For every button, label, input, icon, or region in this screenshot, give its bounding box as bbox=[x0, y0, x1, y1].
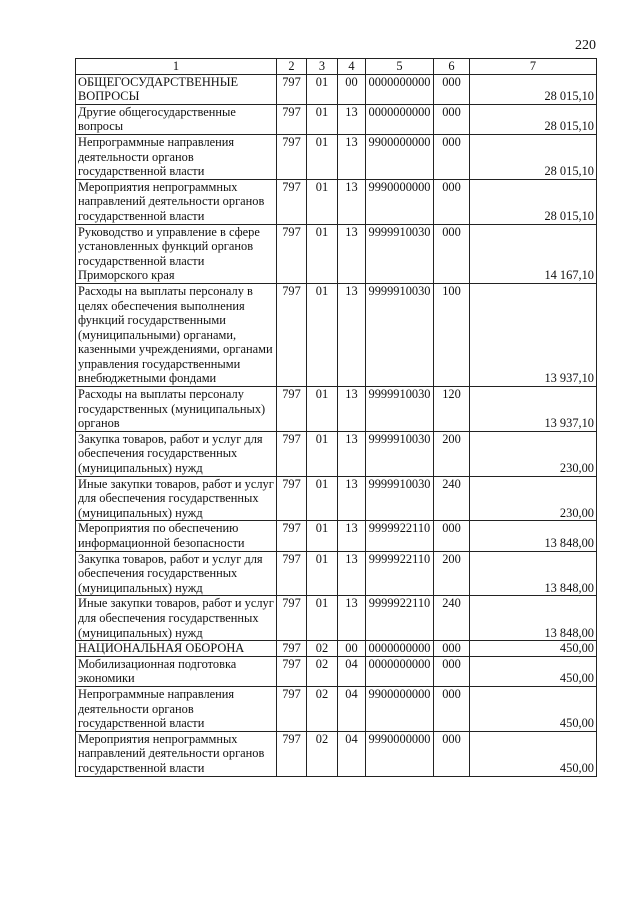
row-expense-cell: 000 bbox=[434, 179, 470, 224]
row-code-cell: 797 bbox=[277, 551, 307, 596]
row-expense-cell: 120 bbox=[434, 387, 470, 432]
row-name-cell: НАЦИОНАЛЬНАЯ ОБОРОНА bbox=[76, 641, 277, 657]
row-amount-cell: 13 848,00 bbox=[470, 551, 597, 596]
row-section-cell: 01 bbox=[307, 283, 338, 386]
column-header: 2 bbox=[277, 59, 307, 75]
row-subsection-cell: 04 bbox=[338, 731, 366, 776]
row-amount-cell: 28 015,10 bbox=[470, 134, 597, 179]
column-header: 4 bbox=[338, 59, 366, 75]
row-subsection-cell: 13 bbox=[338, 431, 366, 476]
row-name-cell: Другие общегосударственные вопросы bbox=[76, 104, 277, 134]
row-amount-cell: 450,00 bbox=[470, 641, 597, 657]
row-amount-cell: 28 015,10 bbox=[470, 179, 597, 224]
row-code-cell: 797 bbox=[277, 387, 307, 432]
row-code-cell: 797 bbox=[277, 731, 307, 776]
row-code-cell: 797 bbox=[277, 283, 307, 386]
row-expense-cell: 000 bbox=[434, 74, 470, 104]
row-target-cell: 9900000000 bbox=[366, 134, 434, 179]
row-name-cell: Мобилизационная подготовка экономики bbox=[76, 656, 277, 686]
row-code-cell: 797 bbox=[277, 179, 307, 224]
row-target-cell: 9999922110 bbox=[366, 521, 434, 551]
row-section-cell: 01 bbox=[307, 134, 338, 179]
row-target-cell: 9999910030 bbox=[366, 476, 434, 521]
row-expense-cell: 000 bbox=[434, 731, 470, 776]
row-section-cell: 01 bbox=[307, 476, 338, 521]
row-amount-cell: 28 015,10 bbox=[470, 74, 597, 104]
column-header: 7 bbox=[470, 59, 597, 75]
row-subsection-cell: 13 bbox=[338, 134, 366, 179]
row-subsection-cell: 13 bbox=[338, 179, 366, 224]
row-subsection-cell: 13 bbox=[338, 283, 366, 386]
row-subsection-cell: 04 bbox=[338, 656, 366, 686]
row-amount-cell: 28 015,10 bbox=[470, 104, 597, 134]
table-row bbox=[76, 596, 597, 641]
row-code-cell: 797 bbox=[277, 641, 307, 657]
row-expense-cell: 000 bbox=[434, 134, 470, 179]
row-target-cell: 0000000000 bbox=[366, 641, 434, 657]
row-expense-cell: 000 bbox=[434, 521, 470, 551]
row-target-cell: 9999922110 bbox=[366, 551, 434, 596]
row-code-cell: 797 bbox=[277, 74, 307, 104]
page-number: 220 bbox=[575, 38, 596, 53]
row-name-cell: Непрограммные направления деятельности органов государственной власти bbox=[76, 686, 277, 731]
row-section-cell: 02 bbox=[307, 656, 338, 686]
table-row bbox=[76, 551, 597, 596]
table-row bbox=[76, 686, 597, 731]
row-amount-cell: 230,00 bbox=[470, 476, 597, 521]
row-section-cell: 01 bbox=[307, 104, 338, 134]
row-section-cell: 01 bbox=[307, 387, 338, 432]
row-target-cell: 9999910030 bbox=[366, 431, 434, 476]
table-row bbox=[76, 641, 597, 657]
row-subsection-cell: 00 bbox=[338, 74, 366, 104]
row-subsection-cell: 13 bbox=[338, 476, 366, 521]
row-section-cell: 01 bbox=[307, 596, 338, 641]
table-row bbox=[76, 387, 597, 432]
row-target-cell: 0000000000 bbox=[366, 74, 434, 104]
row-section-cell: 01 bbox=[307, 521, 338, 551]
row-target-cell: 9999910030 bbox=[366, 387, 434, 432]
row-name-cell: ОБЩЕГОСУДАРСТВЕННЫЕ ВОПРОСЫ bbox=[76, 74, 277, 104]
table-row bbox=[76, 476, 597, 521]
row-subsection-cell: 04 bbox=[338, 686, 366, 731]
row-code-cell: 797 bbox=[277, 686, 307, 731]
row-target-cell: 0000000000 bbox=[366, 104, 434, 134]
row-code-cell: 797 bbox=[277, 224, 307, 283]
row-section-cell: 02 bbox=[307, 731, 338, 776]
row-subsection-cell: 00 bbox=[338, 641, 366, 657]
row-amount-cell: 450,00 bbox=[470, 656, 597, 686]
row-code-cell: 797 bbox=[277, 134, 307, 179]
row-target-cell: 9999922110 bbox=[366, 596, 434, 641]
row-expense-cell: 000 bbox=[434, 656, 470, 686]
row-target-cell: 9999910030 bbox=[366, 224, 434, 283]
row-subsection-cell: 13 bbox=[338, 551, 366, 596]
column-header: 1 bbox=[76, 59, 277, 75]
row-amount-cell: 13 848,00 bbox=[470, 596, 597, 641]
table-row bbox=[76, 656, 597, 686]
row-section-cell: 01 bbox=[307, 179, 338, 224]
row-section-cell: 02 bbox=[307, 686, 338, 731]
row-subsection-cell: 13 bbox=[338, 596, 366, 641]
budget-table bbox=[75, 58, 597, 777]
row-amount-cell: 13 937,10 bbox=[470, 387, 597, 432]
row-expense-cell: 240 bbox=[434, 596, 470, 641]
table-row bbox=[76, 224, 597, 283]
column-header: 3 bbox=[307, 59, 338, 75]
row-name-cell: Иные закупки товаров, работ и услуг для обеспечения государственных (муниципальных) нужд bbox=[76, 476, 277, 521]
row-expense-cell: 000 bbox=[434, 686, 470, 731]
row-amount-cell: 14 167,10 bbox=[470, 224, 597, 283]
row-code-cell: 797 bbox=[277, 521, 307, 551]
row-section-cell: 01 bbox=[307, 74, 338, 104]
row-amount-cell: 450,00 bbox=[470, 686, 597, 731]
row-section-cell: 01 bbox=[307, 431, 338, 476]
row-subsection-cell: 13 bbox=[338, 387, 366, 432]
row-name-cell: Закупка товаров, работ и услуг для обеспечения государственных (муниципальных) нужд bbox=[76, 551, 277, 596]
row-expense-cell: 240 bbox=[434, 476, 470, 521]
row-subsection-cell: 13 bbox=[338, 104, 366, 134]
row-name-cell: Иные закупки товаров, работ и услуг для обеспечения государственных (муниципальных) нужд bbox=[76, 596, 277, 641]
row-subsection-cell: 13 bbox=[338, 521, 366, 551]
table-row bbox=[76, 179, 597, 224]
table-row bbox=[76, 731, 597, 776]
row-expense-cell: 000 bbox=[434, 104, 470, 134]
row-section-cell: 01 bbox=[307, 551, 338, 596]
column-header: 6 bbox=[434, 59, 470, 75]
row-expense-cell: 000 bbox=[434, 641, 470, 657]
row-name-cell: Непрограммные направления деятельности органов государственной власти bbox=[76, 134, 277, 179]
row-subsection-cell: 13 bbox=[338, 224, 366, 283]
row-name-cell: Мероприятия по обеспечению информационной безопасности bbox=[76, 521, 277, 551]
row-amount-cell: 230,00 bbox=[470, 431, 597, 476]
table-row bbox=[76, 104, 597, 134]
row-target-cell: 9999910030 bbox=[366, 283, 434, 386]
column-header: 5 bbox=[366, 59, 434, 75]
row-code-cell: 797 bbox=[277, 596, 307, 641]
row-code-cell: 797 bbox=[277, 431, 307, 476]
row-name-cell: Закупка товаров, работ и услуг для обеспечения государственных (муниципальных) нужд bbox=[76, 431, 277, 476]
row-expense-cell: 000 bbox=[434, 224, 470, 283]
row-name-cell: Руководство и управление в сфере установленных функций органов государственной власти Приморского края bbox=[76, 224, 277, 283]
row-name-cell: Мероприятия непрограммных направлений деятельности органов государственной власти bbox=[76, 179, 277, 224]
row-expense-cell: 200 bbox=[434, 551, 470, 596]
row-section-cell: 02 bbox=[307, 641, 338, 657]
table-row bbox=[76, 134, 597, 179]
row-name-cell: Расходы на выплаты персоналу в целях обеспечения выполнения функций государственными (муниципальными) органами, казенными учреждениями, органами управления государственными внебюджетными фондами bbox=[76, 283, 277, 386]
table-row bbox=[76, 431, 597, 476]
row-amount-cell: 13 937,10 bbox=[470, 283, 597, 386]
table-row bbox=[76, 521, 597, 551]
row-expense-cell: 200 bbox=[434, 431, 470, 476]
row-target-cell: 9990000000 bbox=[366, 179, 434, 224]
row-amount-cell: 450,00 bbox=[470, 731, 597, 776]
table-row bbox=[76, 283, 597, 386]
row-name-cell: Мероприятия непрограммных направлений деятельности органов государственной власти bbox=[76, 731, 277, 776]
row-code-cell: 797 bbox=[277, 476, 307, 521]
row-amount-cell: 13 848,00 bbox=[470, 521, 597, 551]
row-expense-cell: 100 bbox=[434, 283, 470, 386]
row-target-cell: 9990000000 bbox=[366, 731, 434, 776]
row-code-cell: 797 bbox=[277, 104, 307, 134]
table-header-row bbox=[76, 59, 597, 75]
row-code-cell: 797 bbox=[277, 656, 307, 686]
row-target-cell: 9900000000 bbox=[366, 686, 434, 731]
row-name-cell: Расходы на выплаты персоналу государственных (муниципальных) органов bbox=[76, 387, 277, 432]
row-target-cell: 0000000000 bbox=[366, 656, 434, 686]
table-row bbox=[76, 74, 597, 104]
row-section-cell: 01 bbox=[307, 224, 338, 283]
